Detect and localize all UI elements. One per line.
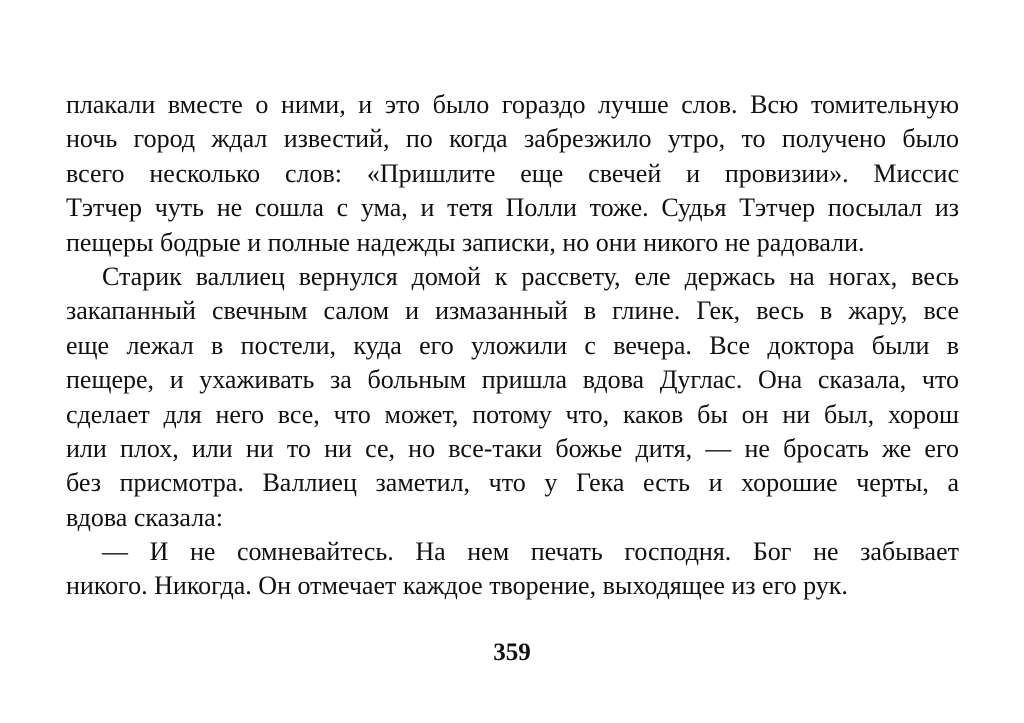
page-number: 359	[493, 639, 531, 666]
paragraph-1	[66, 88, 959, 260]
text-line: никого. Никогда. Он отмечает каждое творение, выходящее из его рук.	[66, 571, 848, 601]
text-line: сделает для него все, что может, потому что, каков бы он ни был, хорош	[66, 399, 959, 429]
text-line: еще лежал в постели, куда его уложили с вечера. Все доктора были в	[66, 330, 959, 360]
text-line: или плох, или ни то ни се, но все-таки божье дитя, — не бросать же его	[66, 433, 959, 463]
text-line: — И не сомневайтесь. На нем печать господня. Бог не забывает	[102, 537, 959, 567]
text-line: пещеры бодрые и полные надежды записки, но они никого не радовали.	[66, 227, 865, 257]
paragraph-3	[66, 535, 959, 604]
text-line: плакали вместе о ними, и это было гораздо лучше слов. Всю томительную	[66, 90, 959, 119]
text-line: всего несколько слов: «Пришлите еще свечей и провизии». Миссис	[66, 158, 959, 188]
text-line: закапанный свечным салом и измазанный в глине. Гек, весь в жару, все	[66, 296, 959, 326]
text-line: Тэтчер чуть не сошла с ума, и тетя Полли тоже. Судья Тэтчер посылал из	[66, 193, 959, 223]
text-line: пещере, и ухаживать за больным пришла вдова Дуглас. Она сказала, что	[66, 365, 959, 395]
page-text	[66, 88, 959, 604]
text-line: без присмотра. Валлиец заметил, что у Гека есть и хорошие черты, а	[66, 468, 959, 498]
text-line: вдова сказала:	[66, 502, 223, 532]
text-line: ночь город ждал известий, по когда забрезжило утро, то получено было	[66, 124, 959, 154]
text-line: Старик валлиец вернулся домой к рассвету, еле держась на ногах, весь	[102, 261, 959, 291]
paragraph-2	[66, 260, 959, 535]
